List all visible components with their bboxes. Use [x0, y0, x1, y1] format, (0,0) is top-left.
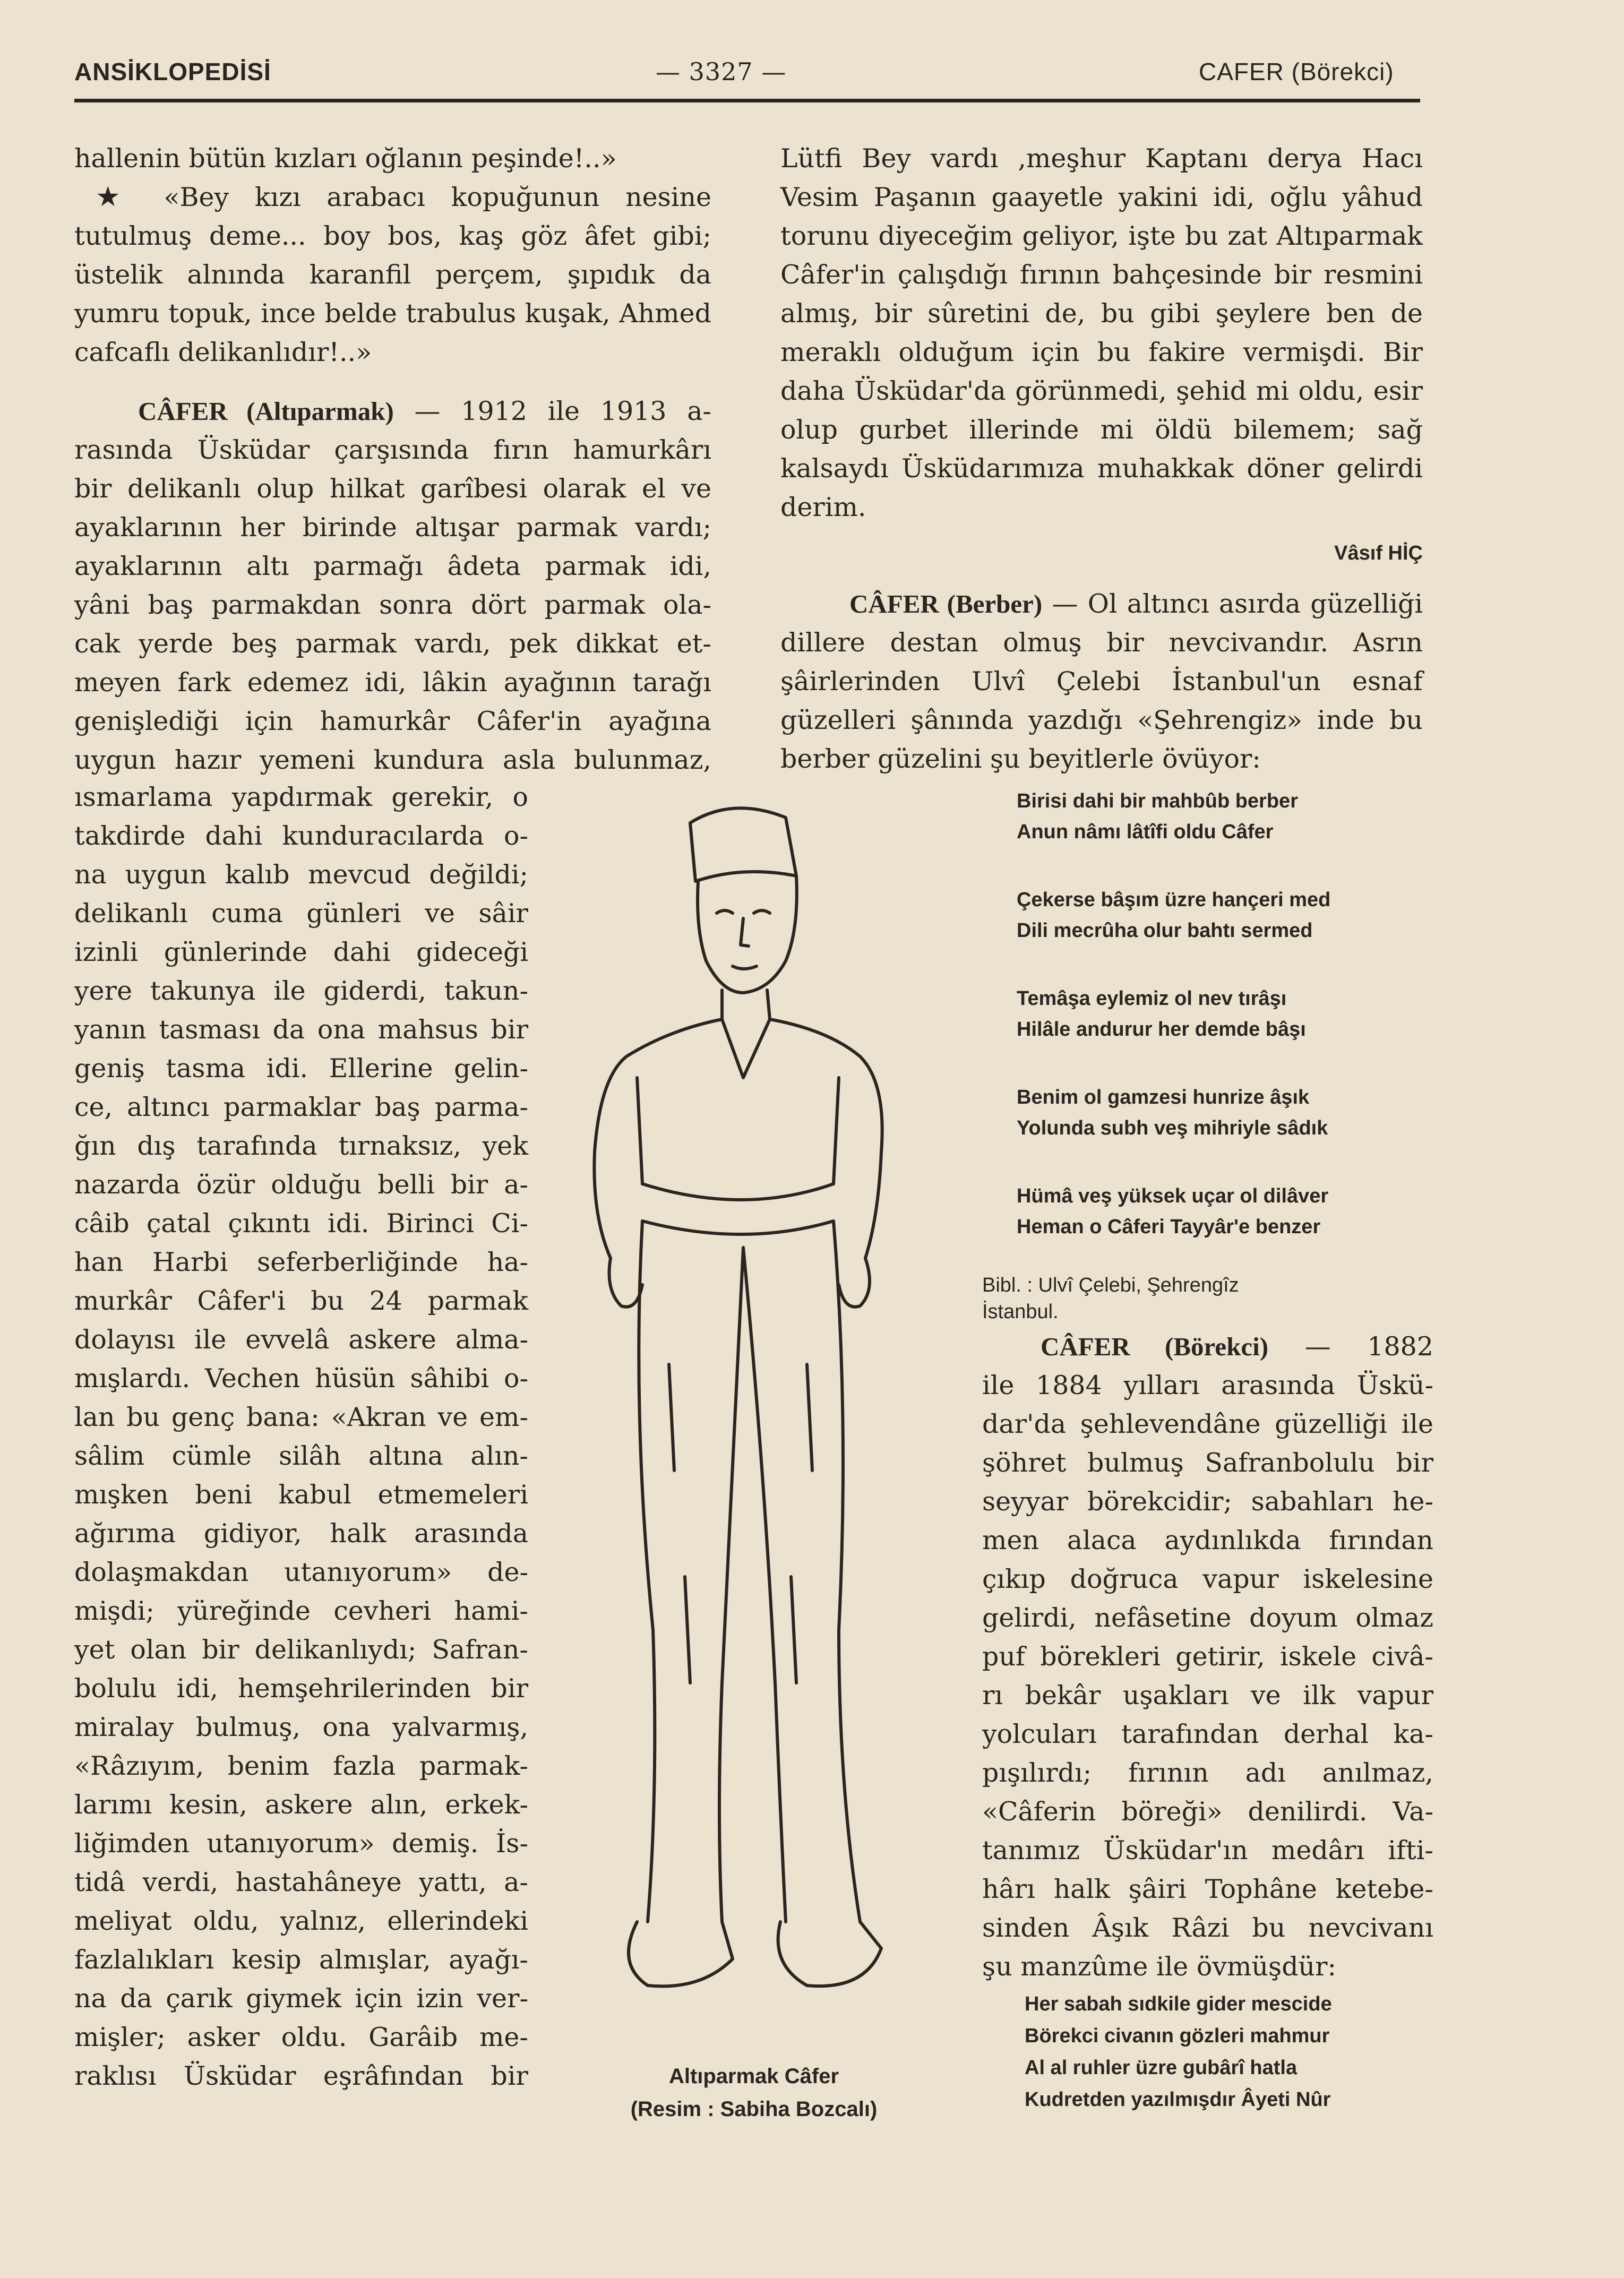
left-hand: [609, 1258, 643, 1307]
poem-line: Hümâ veş yüksek uçar ol dilâver: [1017, 1185, 1329, 1207]
poem-line: Hilâle andurur her demde bâşı: [1017, 1018, 1306, 1041]
poem-stanza: [1017, 983, 1441, 1045]
narrow-line: sâlim cümle silâh altına alın-: [74, 1441, 528, 1471]
narrow-line: delikanlı cuma günleri ve sâir: [74, 898, 528, 929]
narrow-line: raklısı Üsküdar eşrâfından bir: [74, 2061, 528, 2091]
borekci-line: hârı halk şâiri Tophâne ketebe-: [982, 1874, 1433, 1904]
poem-line: Çekerse bâşım üzre hançeri med: [1017, 889, 1331, 911]
entry-line: ayaklarının her birinde altışar parmak vardı;: [74, 512, 711, 543]
left-narrow-column: [74, 778, 528, 2095]
left-arm: [594, 1019, 722, 1258]
poem-stanzas: [1017, 786, 1441, 1242]
right-column: [780, 139, 1423, 778]
poem-line: Birisi dahi bir mahbûb berber: [1017, 790, 1298, 812]
entry-line-0: — 1912 ile 1913 a-: [414, 396, 711, 426]
neck: [722, 990, 770, 1019]
narrow-line: lan bu genç bana: «Akran ve em-: [74, 1402, 528, 1432]
entry-line: meyen fark edemez idi, lâkin ayağının tarağı: [74, 667, 711, 698]
poem2-lines: [1025, 1988, 1428, 2116]
borekci-line: rı bekâr uşakları ve ilk vapur: [982, 1680, 1433, 1710]
entry-title: CÂFER (Altıparmak): [138, 397, 394, 426]
narrow-line: ısmarlama yapdırmak gerekir, o: [74, 782, 528, 812]
fez-hat: [690, 808, 796, 881]
narrow-line: ce, altıncı parmaklar baş parma-: [74, 1092, 528, 1122]
borekci-line: şu manzûme ile övmüşdür:: [982, 1952, 1337, 1982]
quote-end: hallenin bütün kızları oğlanın peşinde!..»: [74, 143, 617, 174]
right-shoe: [778, 1922, 881, 1986]
head-outline: [698, 876, 797, 993]
narrow-line: na da çarık giymek için izin ver-: [74, 1983, 528, 2014]
borekci-first: — 1882: [1304, 1331, 1434, 1362]
narrow-line: han Harbi seferberliğinde ha-: [74, 1247, 528, 1277]
poem-stanza: [1017, 1082, 1441, 1144]
bibl-line-2: İstanbul.: [982, 1301, 1059, 1323]
poem2-line: Kudretden yazılmışdır Âyeti Nûr: [1025, 2088, 1331, 2111]
poem2-line: Börekci civanın gözleri mahmur: [1025, 2025, 1330, 2047]
left-shoe: [629, 1922, 733, 1986]
borekci-line: gelirdi, nefâsetine doyum olmaz: [982, 1603, 1433, 1633]
star-paragraph-text: «Bey kızı arabacı kopuğunun nesine tutulmuş deme... boy bos, kaş göz âfet gibi; üstelik alnında karanfil perçem, şıpıdık da yumru topuk, ince belde trabulus kuşak, Ahmed cafcaflı delikanlıdır!..»: [74, 182, 712, 367]
right-hand: [839, 1258, 870, 1307]
narrow-line: takdirde dahi kunduracılarda o-: [74, 821, 528, 851]
figure-caption: [589, 2060, 918, 2126]
narrow-line: liğimden utanıyorum» demiş. İs-: [74, 1828, 528, 1859]
eyes: [717, 910, 770, 913]
belt-top: [642, 1184, 834, 1200]
borekci-line: şöhret bulmuş Safranbolulu bir: [982, 1448, 1433, 1478]
header-rule-left: [74, 99, 1051, 102]
narrow-line: fazlalıkları kesip almışlar, ayağı-: [74, 1945, 528, 1975]
narrow-line: yanın tasması da ona mahsus bir: [74, 1015, 528, 1045]
berber-poem: [1017, 786, 1441, 1279]
left-leg-outer: [639, 1221, 655, 1922]
poem2-line: Al al ruhler üzre gubârî hatla: [1025, 2057, 1298, 2079]
narrow-line: na uygun kalıb mevcud değildi;: [74, 859, 528, 890]
entry-lines: [74, 431, 711, 779]
borekci-title: CÂFER (Börekci): [1041, 1332, 1269, 1361]
narrow-line: mişdi; yüreğinde cevheri hami-: [74, 1596, 528, 1626]
narrow-line: meliyat oldu, yalnız, ellerindeki: [74, 1906, 528, 1936]
signature: Vâsıf HİÇ: [1334, 542, 1423, 564]
sleeves: [637, 1078, 839, 1184]
entry-line: bir delikanlı olup hilkat garîbesi olarak el ve: [74, 474, 711, 504]
borekci-line: seyyar börekcidir; sabahları he-: [982, 1486, 1433, 1517]
borekci-poem: [1025, 1988, 1428, 2116]
right-leg-outer: [834, 1221, 860, 1922]
header-right: CAFER (Börekci): [1199, 58, 1394, 85]
borekci-line: ile 1884 yılları arasında Üskü-: [982, 1370, 1433, 1400]
figure-illustration: [563, 780, 934, 2055]
entry-line: yâni baş parmakdan sonra dört parmak ola-: [74, 590, 711, 620]
nose-mouth: [733, 918, 757, 969]
entry-line: rasında Üsküdar çarşısında fırın hamurkârı: [74, 435, 711, 465]
caption-line-2: (Resim : Sabiha Bozcalı): [630, 2098, 878, 2121]
narrow-line: nazarda özür olduğu belli bir a-: [74, 1170, 528, 1200]
narrow-line: izinli günlerinde dahi gideceği: [74, 937, 528, 967]
poem-stanza: [1017, 786, 1441, 847]
left-leg-inner: [719, 1248, 743, 1922]
poem-stanza: [1017, 1181, 1441, 1242]
borekci-line: çıkıp doğruca vapur iskelesine: [982, 1564, 1433, 1594]
narrow-line: câib çatal çıkıntı idi. Birinci Ci-: [74, 1208, 528, 1239]
borekci-column: [982, 1327, 1433, 1986]
header-left: ANSİKLOPEDİSİ: [74, 58, 271, 85]
star-paragraph: [74, 178, 711, 372]
narrow-line: «Râzıyım, benim fazla parmak-: [74, 1751, 528, 1781]
borekci-line: tanımız Üsküdar'ın medârı ifti-: [982, 1835, 1433, 1866]
narrow-line: larımı kesin, askere alın, erkek-: [74, 1790, 528, 1820]
trouser-folds: [669, 1364, 812, 1683]
bibl-line-1: Bibl. : Ulvî Çelebi, Şehrengîz: [982, 1274, 1239, 1296]
star-icon: ★: [96, 181, 138, 213]
narrow-line: yere takunya ile giderdi, takun-: [74, 976, 528, 1006]
berber-text: — Ol altıncı asırda güzelliği dillere destan olmuş bir nevcivandır. Asrın şâirlerinden Ulvî Çelebi İstanbul'un esnaf güzelleri şânında yazdığı «Şehrengiz» inde bu berber güzelini şu beyitlerle övüyor:: [780, 589, 1423, 774]
poem-line: Yolunda subh veş mihriyle sâdık: [1017, 1117, 1328, 1139]
poem-stanza: [1017, 884, 1441, 946]
narrow-line: dolaşmakdan utanıyorum» de-: [74, 1557, 528, 1587]
entry-line: cak yerde beş parmak vardı, pek dikkat et-: [74, 629, 711, 659]
borekci-first-line: [982, 1327, 1433, 1366]
borekci-line: men alaca aydınlıkda fırından: [982, 1525, 1433, 1555]
borekci-line: yolcuları tarafından derhal ka-: [982, 1719, 1433, 1749]
poem-line: Benim ol gamzesi hunrize âşık: [1017, 1086, 1310, 1108]
narrow-line: murkâr Câfer'i bu 24 parmak: [74, 1286, 528, 1316]
continuation-text: Lütfi Bey vardı ,meşhur Kaptanı derya Hacı Vesim Paşanın gaayetle yakini idi, oğlu yâhud torunu diyeceğim geliyor, işte bu zat Altıparmak Câfer'in çalışdığı fırının bahçesinde bir resmini almış, bir sûretini de, bu gibi şeylere ben de meraklı olduğum için bu fakire vermişdi. Bir daha Üsküdar'da görünmedi, şehid mi oldu, esir olup gurbet illerinde mi öldü bilemem; sağ kalsaydı Üsküdarımıza muhakkak döner gelirdi derim.: [780, 143, 1423, 522]
narrow-line: mışken beni kabul etmemeleri: [74, 1480, 528, 1510]
narrow-line: bolulu idi, hemşehrilerinden bir: [74, 1673, 528, 1704]
borekci-line: pışılırdı; fırının adı anılmaz,: [982, 1758, 1433, 1788]
caption-line-1: Altıparmak Câfer: [668, 2065, 839, 2088]
berber-title: CÂFER (Berber): [849, 589, 1043, 618]
narrow-line: mişler; asker oldu. Garâib me-: [74, 2022, 528, 2052]
poem-line: Anun nâmı lâtîfi oldu Câfer: [1017, 821, 1274, 843]
narrow-line: ğın dış tarafında tırnaksız, yek: [74, 1131, 528, 1161]
narrow-line: yet olan bir delikanlıydı; Safran-: [74, 1635, 528, 1665]
poem-line: Temâşa eylemiz ol nev tırâşı: [1017, 987, 1287, 1010]
poem-line: Heman o Câferi Tayyâr'e benzer: [1017, 1216, 1321, 1238]
poem-line: Dili mecrûha olur bahtı sermed: [1017, 919, 1313, 942]
narrow-line: dolayısı ile evvelâ askere alma-: [74, 1325, 528, 1355]
belt-bottom: [642, 1221, 834, 1234]
borekci-lines: [982, 1366, 1433, 1986]
entry-line: ayaklarının altı parmağı âdeta parmak idi,: [74, 551, 711, 581]
right-leg-inner: [743, 1248, 786, 1922]
borekci-line: sinden Âşık Râzi bu nevcivanı: [982, 1913, 1433, 1943]
narrow-lines: [74, 778, 528, 2095]
entry-line: uygun hazır yemeni kundura asla bulunmaz,: [74, 745, 711, 775]
header-rule-right: [1049, 99, 1420, 102]
narrow-line: mışlardı. Vechen hüsün sâhibi o-: [74, 1363, 528, 1394]
narrow-line: tidâ verdi, hastahâneye yattı, a-: [74, 1867, 528, 1897]
borekci-line: puf börekleri getirir, iskele civâ-: [982, 1641, 1433, 1672]
left-column: [74, 139, 711, 779]
narrow-line: ağırıma gidiyor, halk arasında: [74, 1518, 528, 1549]
collar: [722, 1019, 770, 1078]
narrow-line: geniş tasma idi. Ellerine gelin-: [74, 1053, 528, 1084]
bibliography: [982, 1271, 1423, 1299]
narrow-line: miralay bulmuş, ona yalvarmış,: [74, 1712, 528, 1742]
page-number: — 3327 —: [656, 57, 787, 86]
entry-first-line: [74, 392, 711, 431]
borekci-line: dar'da şehlevendâne güzelliği ile: [982, 1409, 1433, 1439]
berber-paragraph: [780, 584, 1423, 778]
borekci-line: «Câferin böreği» denilirdi. Va-: [982, 1796, 1433, 1827]
poem2-line: Her sabah sıdkile gider mescide: [1025, 1993, 1332, 2015]
entry-line: genişlediği için hamurkâr Câfer'in ayağına: [74, 706, 711, 736]
